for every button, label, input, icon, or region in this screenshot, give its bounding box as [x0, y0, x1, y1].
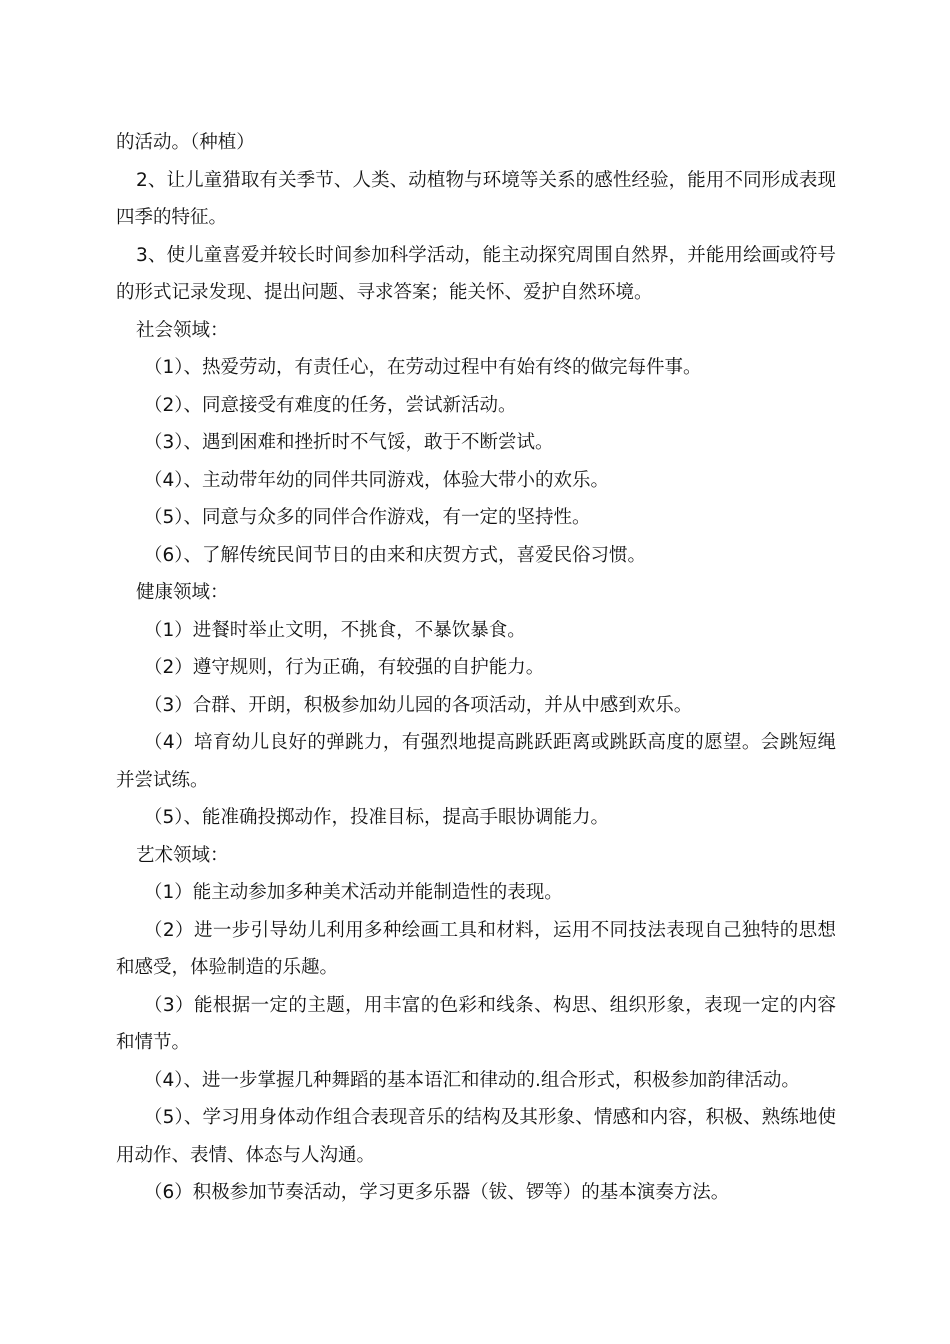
social-goal-1: （1）、热爱劳动，有责任心，在劳动过程中有始有终的做完每件事。 [144, 357, 702, 378]
document-body [116, 124, 836, 1212]
social-goal-5: （5）、同意与众多的同伴合作游戏，有一定的坚持性。 [144, 507, 591, 528]
section-heading-art: 艺术领域： [136, 844, 229, 866]
art-goal-3: （3）能根据一定的主题，用丰富的色彩和线条、构思、组织形象，表现一定的内容和情节。 [116, 994, 836, 1053]
art-goal-5: （5）、学习用身体动作组合表现音乐的结构及其形象、情感和内容，积极、熟练地使用动作、表情、体态与人沟通。 [116, 1107, 836, 1166]
health-goal-4: （4）培育幼儿良好的弹跳力，有强烈地提高跳跃距离或跳跃高度的愿望。会跳短绳并尝试练。 [116, 732, 836, 791]
art-goal-6: （6）积极参加节奏活动，学习更多乐器（钹、锣等）的基本演奏方法。 [144, 1182, 730, 1203]
health-goal-5: （5）、能准确投掷动作，投准目标，提高手眼协调能力。 [144, 807, 610, 828]
social-goal-2: （2）、同意接受有难度的任务，尝试新活动。 [144, 394, 517, 416]
social-goal-4: （4）、主动带年幼的同伴共同游戏，体验大带小的欢乐。 [144, 469, 610, 491]
section-heading-social: 社会领域： [136, 319, 229, 341]
art-goal-4: （4）、进一步掌握几种舞蹈的基本语汇和律动的.组合形式，积极参加韵律活动。 [144, 1069, 800, 1091]
art-goal-2: （2）进一步引导幼儿利用多种绘画工具和材料，运用不同技法表现自己独特的思想和感受，体验制造的乐趣。 [116, 919, 836, 978]
social-goal-6: （6）、了解传统民间节日的由来和庆贺方式，喜爱民俗习惯。 [144, 544, 647, 566]
health-goal-1: （1）进餐时举止文明，不挑食，不暴饮暴食。 [144, 619, 526, 641]
science-goal-2: 2、让儿童猎取有关季节、人类、动植物与环境等关系的感性经验，能用不同形成表现四季的特征。 [116, 169, 836, 228]
health-goal-3: （3）合群、开朗，积极参加幼儿园的各项活动，并从中感到欢乐。 [144, 694, 693, 716]
art-goal-1: （1）能主动参加多种美术活动并能制造性的表现。 [144, 882, 563, 903]
health-goal-2: （2）遵守规则，行为正确，有较强的自护能力。 [144, 657, 545, 678]
science-goal-3: 3、使儿童喜爱并较长时间参加科学活动，能主动探究周围自然界，并能用绘画或符号的形式记录发现、提出问题、寻求答案；能关怀、爱护自然环境。 [116, 244, 836, 303]
social-goal-3: （3）、遇到困难和挫折时不气馁，敢于不断尝试。 [144, 432, 554, 453]
section-heading-health: 健康领域： [136, 582, 229, 603]
paragraph-continuation: 的活动。（种植） [116, 132, 255, 153]
